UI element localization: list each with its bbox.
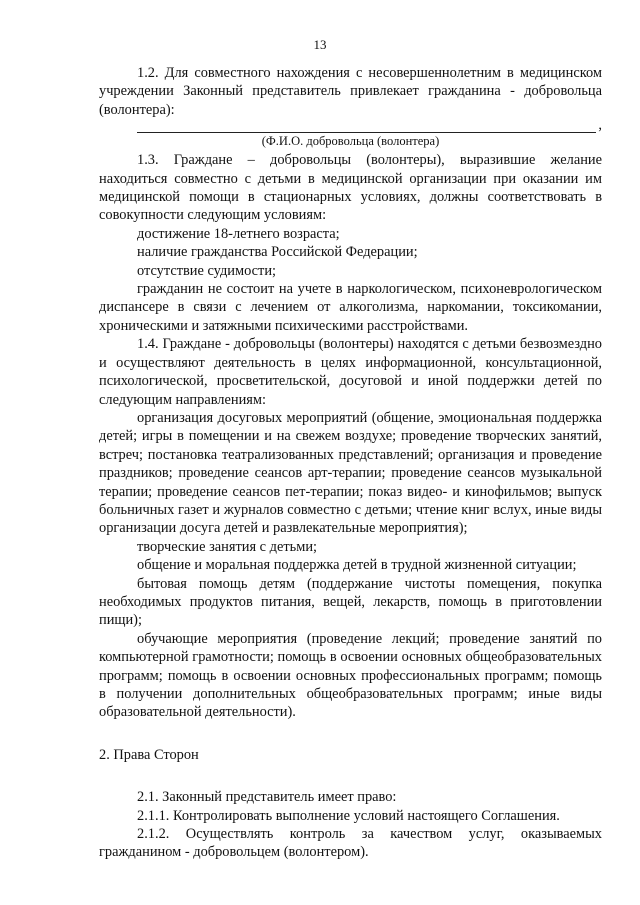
clause-1-3-intro: 1.3. Граждане – добровольцы (волонтеры), выразившие желание находиться совместно с детьми в медицинской организации при оказании им медицинской помощи в стационарных условиях, должны соответствовать в совокупности следующим условиям: [99, 152, 602, 224]
condition-item: отсутствие судимости; [137, 262, 277, 279]
rights-item: 2.1.2. Осуществлять контроль за качеством услуг, оказываемых гражданином - добровольцем (волонтером). [99, 826, 602, 861]
rights-item: 2.1. Законный представитель имеет право: [137, 789, 397, 806]
condition-item: достижение 18-летнего возраста; [137, 225, 340, 242]
volunteer-name-line [137, 132, 596, 133]
section-title: 2. Права Сторон [99, 746, 199, 763]
volunteer-name-field [99, 119, 602, 151]
direction-item: обучающие мероприятия (проведение лекций; проведение занятий по компьютерной грамотности; помощь в освоении основных общеобразовательных программ; помощь в освоении основных профессиональных программ; помощь в получении дополнительных общеобразовательных программ; иные виды образовательной деятельности). [99, 630, 602, 721]
volunteer-name-caption: (Ф.И.О. добровольца (волонтера) [261, 134, 440, 149]
direction-item: общение и моральная поддержка детей в трудной жизненной ситуации; [137, 557, 577, 574]
clause-1-4-intro: 1.4. Граждане - добровольцы (волонтеры) находятся с детьми безвозмездно и осуществляют деятельность в целях информационной, консультационной, психологической, просветительской, досуговой и иной поддержки детей по следующим направлениям: [99, 336, 602, 408]
page-number: 13 [313, 37, 327, 52]
document-body [99, 64, 602, 862]
direction-item: организация досуговых мероприятий (общение, эмоциональная поддержка детей; игры в помещении и на свежем воздухе; проведение творческих занятий, встреч; постановка театрализованных представлений; организация и проведение праздников; проведение сеансов арт-терапии; проведение сеансов музыкальной терапии; проведение сеансов пет-терапии; показ видео- и кинофильмов; выпуск больничных газет и журналов совместно с детьми; чтение книг вслух, иные виды организации досуга детей и развлекательные мероприятия); [99, 409, 602, 537]
condition-item: гражданин не состоит на учете в наркологическом, психоневрологическом диспансере в связи с лечением от алкоголизма, наркомании, токсикомании, хроническими и затяжными психическими расстройствами. [99, 281, 602, 334]
direction-item: творческие занятия с детьми; [137, 538, 318, 555]
clause-1-2: 1.2. Для совместного нахождения с несовершеннолетним в медицинском учреждении Законный представитель привлекает гражданина - добровольца (волонтера): [99, 65, 602, 118]
rights-item: 2.1.1. Контролировать выполнение условий настоящего Соглашения. [137, 807, 560, 824]
volunteer-name-comma: , [598, 117, 602, 134]
condition-item: наличие гражданства Российской Федерации; [137, 244, 418, 261]
direction-item: бытовая помощь детям (поддержание чистоты помещения, покупка необходимых продуктов питания, вещей, лекарств, помощь в приготовлении пищи); [99, 575, 602, 629]
